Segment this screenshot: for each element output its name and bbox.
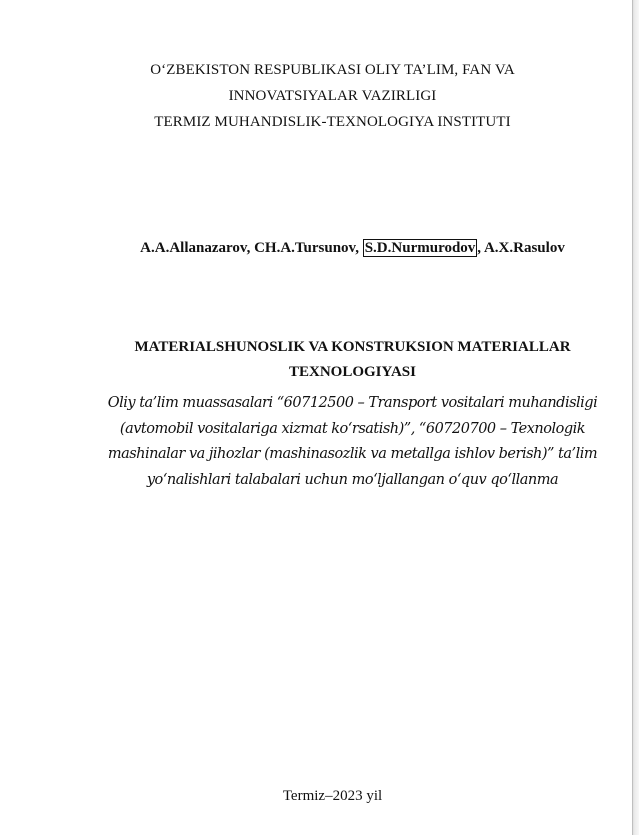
subtitle-line-4: yo‘nalishlari talabalari uchun mo‘ljallangan o‘quv qo‘llanma — [146, 471, 559, 488]
page-edge-shadow — [632, 0, 639, 835]
book-title — [0, 335, 639, 385]
subtitle-line-1: Oliy ta’lim muassasalari “60712500 – Transport vositalari muhandisligi — [107, 395, 598, 411]
authors-before: A.A.Allanazarov, CH.A.Tursunov, — [140, 240, 363, 256]
header-line-3: TERMIZ MUHANDISLIK-TEXNOLOGIYA INSTITUTI — [154, 114, 511, 130]
authors-line — [0, 238, 639, 258]
authors-after: , A.X.Rasulov — [477, 240, 565, 256]
selected-author[interactable]: S.D.Nurmurodov — [364, 240, 476, 256]
title-line-2: TEXNOLOGIYASI — [289, 364, 416, 380]
page-edge-line — [632, 0, 633, 835]
subtitle-line-2: (avtomobil vositalariga xizmat ko‘rsatish)”, “60720700 – Texnologik — [119, 420, 586, 437]
book-subtitle — [0, 391, 639, 493]
place-and-year: Termiz–2023 yil — [282, 788, 383, 804]
ministry-header — [0, 57, 639, 135]
header-line-2: INNOVATSIYALAR VAZIRLIGI — [228, 88, 437, 104]
header-line-1: O‘ZBEKISTON RESPUBLIKASI OLIY TA’LIM, FAN VA — [150, 62, 515, 78]
title-line-1: MATERIALSHUNOSLIK VA KONSTRUKSION MATERIALLAR — [134, 339, 571, 355]
subtitle-line-3: mashinalar va jihozlar (mashinasozlik va metallga ishlov berish)” ta’lim — [107, 446, 598, 462]
